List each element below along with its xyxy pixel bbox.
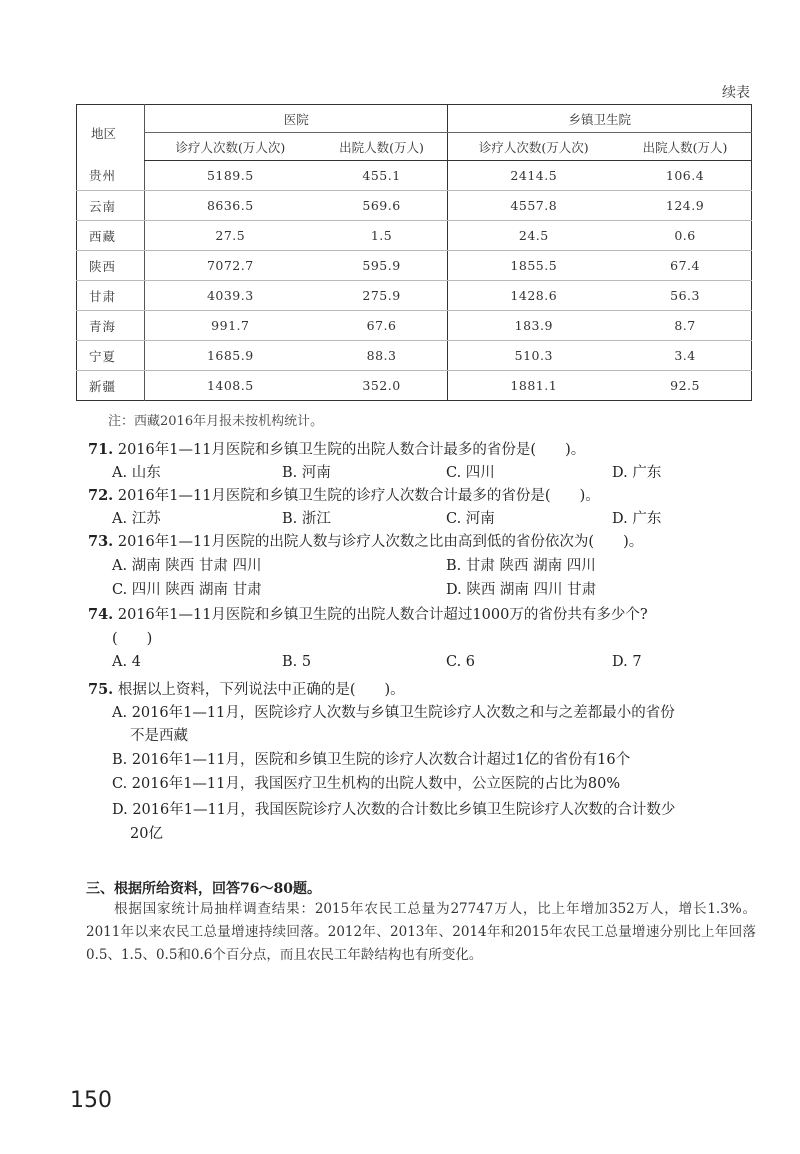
region-cell: 西藏 — [77, 221, 145, 251]
region-header: 地区 — [91, 125, 117, 141]
q75-option-a[interactable]: A. 2016年1—11月，医院诊疗人次数与乡镇卫生院诊疗人次数之和与之差都最小的省份 — [112, 705, 675, 721]
q75-option-c[interactable]: C. 2016年1—11月，我国医疗卫生机构的出院人数中，公立医院的占比为80% — [112, 776, 621, 792]
hospital-discharge-cell: 88.3 — [316, 341, 448, 371]
question-number: 74. — [88, 606, 114, 623]
q71-option-b[interactable]: B. 河南 — [282, 465, 331, 481]
township-discharge-cell: 3.4 — [619, 341, 751, 371]
hospital-visits-cell: 27.5 — [145, 221, 316, 251]
question-number: 71. — [88, 441, 114, 458]
q75-option-d[interactable]: D. 2016年1—11月，我国医院诊疗人次数的合计数比乡镇卫生院诊疗人次数的合计数少 — [112, 802, 676, 818]
hospital-visits-cell: 5189.5 — [145, 161, 316, 191]
township-visits-cell: 183.9 — [448, 311, 619, 341]
township-visits-cell: 4557.8 — [448, 191, 619, 221]
col-hospital-visits: 诊疗人次数(万人次) — [145, 133, 316, 161]
col-hospital-discharge: 出院人数(万人) — [316, 133, 448, 161]
question-72 — [88, 486, 600, 506]
table-row — [77, 161, 752, 191]
table-row — [77, 281, 752, 311]
hospital-visits-cell: 7072.7 — [145, 251, 316, 281]
q72-option-a[interactable]: A. 江苏 — [112, 511, 161, 527]
region-cell: 甘肃 — [77, 281, 145, 311]
region-cell: 云南 — [77, 191, 145, 221]
data-table — [76, 104, 752, 401]
q71-option-d[interactable]: D. 广东 — [612, 465, 662, 481]
continued-label: 续表 — [722, 85, 750, 101]
township-visits-cell: 1855.5 — [448, 251, 619, 281]
region-cell: 贵州 — [77, 161, 145, 191]
hospital-discharge-cell: 67.6 — [316, 311, 448, 341]
question-text: 根据以上资料，下列说法中正确的是( )。 — [117, 682, 405, 698]
q75-option-b[interactable]: B. 2016年1—11月，医院和乡镇卫生院的诊疗人次数合计超过1亿的省份有16个 — [112, 752, 631, 768]
township-discharge-cell: 8.7 — [619, 311, 751, 341]
question-number: 72. — [88, 487, 114, 504]
question-number: 75. — [88, 681, 114, 698]
question-74 — [88, 605, 648, 625]
hospital-discharge-cell: 595.9 — [316, 251, 448, 281]
hospital-visits-cell: 991.7 — [145, 311, 316, 341]
hospital-discharge-cell: 569.6 — [316, 191, 448, 221]
township-visits-cell: 2414.5 — [448, 161, 619, 191]
question-number: 73. — [88, 533, 114, 550]
q71-option-c[interactable]: C. 四川 — [446, 465, 495, 481]
question-text: 2016年1—11月医院和乡镇卫生院的诊疗人次数合计最多的省份是( )。 — [117, 488, 600, 504]
region-cell: 宁夏 — [77, 341, 145, 371]
region-cell: 新疆 — [89, 378, 117, 394]
q75-option-d-continued: 20亿 — [130, 826, 163, 842]
q75-option-a-continued: 不是西藏 — [130, 728, 188, 744]
township-visits-cell: 1428.6 — [448, 281, 619, 311]
table-row — [77, 311, 752, 341]
hospital-visits-cell: 1408.5 — [145, 371, 316, 401]
region-cell: 青海 — [77, 311, 145, 341]
hospital-visits-cell: 8636.5 — [145, 191, 316, 221]
q72-option-d[interactable]: D. 广东 — [612, 511, 662, 527]
township-discharge-cell: 0.6 — [619, 221, 751, 251]
q73-option-b[interactable]: B. 甘肃 陕西 湖南 四川 — [446, 558, 596, 574]
question-75 — [88, 680, 405, 700]
township-visits-cell: 510.3 — [448, 341, 619, 371]
q74-option-d[interactable]: D. 7 — [612, 654, 642, 670]
q74-option-c[interactable]: C. 6 — [446, 654, 476, 670]
hospital-visits-cell: 1685.9 — [145, 341, 316, 371]
township-discharge-cell: 67.4 — [619, 251, 751, 281]
group-hospital: 医院 — [145, 105, 448, 133]
township-visits-cell: 1881.1 — [448, 371, 619, 401]
q73-option-c[interactable]: C. 四川 陕西 湖南 甘肃 — [112, 582, 262, 598]
township-discharge-cell: 56.3 — [619, 281, 751, 311]
question-text: 2016年1—11月医院和乡镇卫生院的出院人数合计超过1000万的省份共有多少个? — [117, 607, 648, 623]
col-township-discharge: 出院人数(万人) — [619, 133, 751, 161]
township-visits-cell: 24.5 — [448, 221, 619, 251]
q72-option-b[interactable]: B. 浙江 — [282, 511, 331, 527]
table-note: 注：西藏2016年月报未按机构统计。 — [108, 414, 324, 429]
q72-option-c[interactable]: C. 河南 — [446, 511, 495, 527]
section-heading: 三、根据所给资料，回答76～80题。 — [86, 881, 321, 897]
group-township: 乡镇卫生院 — [448, 105, 752, 133]
q73-option-a[interactable]: A. 湖南 陕西 甘肃 四川 — [112, 558, 262, 574]
q73-option-d[interactable]: D. 陕西 湖南 四川 甘肃 — [446, 582, 597, 598]
table-row — [77, 191, 752, 221]
hospital-discharge-cell: 352.0 — [362, 378, 401, 393]
col-township-visits: 诊疗人次数(万人次) — [448, 133, 619, 161]
region-cell: 陕西 — [77, 251, 145, 281]
question-text: 2016年1—11月医院的出院人数与诊疗人次数之比由高到低的省份依次为( )。 — [117, 534, 644, 550]
q74-option-a[interactable]: A. 4 — [112, 654, 141, 670]
table-row — [77, 221, 752, 251]
hospital-discharge-cell: 275.9 — [316, 281, 448, 311]
q74-answer-paren: ( ) — [112, 631, 153, 647]
table-row — [77, 251, 752, 281]
question-73 — [88, 532, 643, 552]
hospital-discharge-cell: 1.5 — [316, 221, 448, 251]
page-number: 150 — [70, 1088, 112, 1113]
hospital-visits-cell: 4039.3 — [145, 281, 316, 311]
table-row — [77, 341, 752, 371]
hospital-discharge-cell: 455.1 — [316, 161, 448, 191]
township-discharge-cell: 106.4 — [619, 161, 751, 191]
township-discharge-cell: 92.5 — [670, 378, 700, 393]
township-discharge-cell: 124.9 — [619, 191, 751, 221]
q71-option-a[interactable]: A. 山东 — [112, 465, 161, 481]
question-71 — [88, 440, 585, 460]
question-text: 2016年1—11月医院和乡镇卫生院的出院人数合计最多的省份是( )。 — [117, 442, 586, 458]
q74-option-b[interactable]: B. 5 — [282, 654, 312, 670]
table-row — [77, 371, 752, 401]
material-paragraph: 根据国家统计局抽样调查结果：2015年农民工总量为27747万人，比上年增加352万人，增长1.3%。2011年以来农民工总量增速持续回落。2012年、2013年、2014年和2015年农民工总量增速分别比上年回落0.5、1.5、0.5和0.6个百分点，而且农民工年龄结构也有所变化。 — [86, 901, 756, 963]
